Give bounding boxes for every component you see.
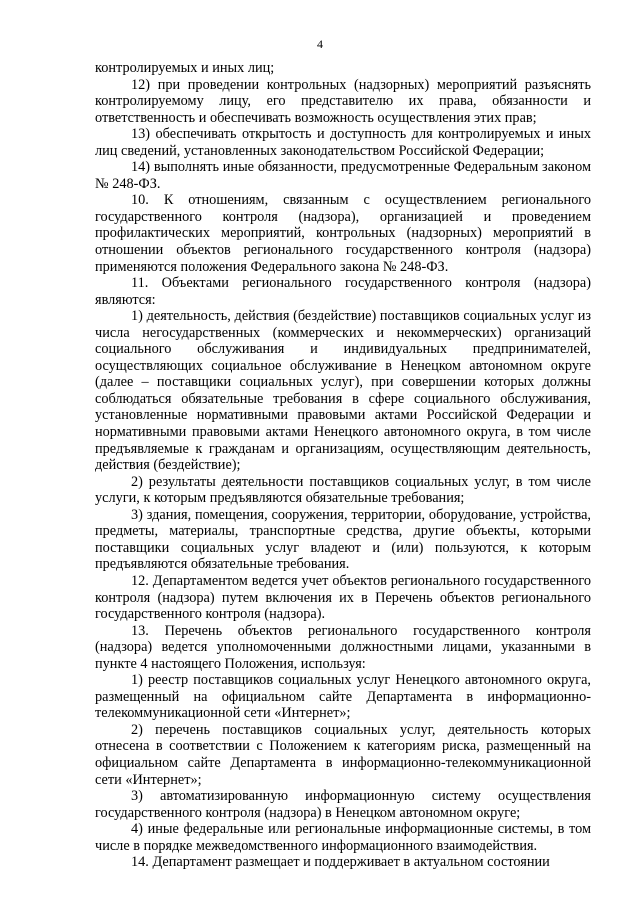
paragraph: 14) выполнять иные обязанности, предусмотренные Федеральным законом № 248-ФЗ.: [95, 159, 591, 192]
paragraph: 12) при проведении контрольных (надзорных) мероприятий разъяснять контролируемому лицу, его представителю их права, обязанности и ответственность и обеспечивать возможность осуществления этих прав;: [95, 76, 591, 126]
paragraph: контролируемых и иных лиц;: [95, 60, 275, 76]
document-body: [95, 60, 591, 871]
paragraph: 3) автоматизированную информационную систему осуществления государственного контроля (надзора) в Ненецком автономном округе;: [95, 788, 591, 821]
paragraph: 13) обеспечивать открытость и доступность для контролируемых и иных лиц сведений, установленных законодательством Российской Федерации;: [95, 126, 591, 159]
paragraph: 14. Департамент размещает и поддерживает в актуальном состоянии: [131, 854, 550, 871]
paragraph: 1) деятельность, действия (бездействие) поставщиков социальных услуг из числа негосударственных (коммерческих и некоммерческих) организаций социального обслуживания и индивидуальных предпринимателей, осуществляющих социальное обслуживание в Ненецком автономном округе (далее – поставщики социальных услуг), при совершении которых должны соблюдаться обязательные требования в сфере социального обслуживания, установленные нормативными правовыми актами Российской Федерации и нормативными правовыми актами Ненецкого автономного округа, в том числе предъявляемые к гражданам и организациям, осуществляющим деятельность, действия (бездействие);: [95, 308, 591, 474]
paragraph: 10. К отношениям, связанным с осуществлением регионального государственного контроля (надзора), организацией и проведением профилактических мероприятий, контрольных (надзорных) мероприятий в отношении объектов регионального государственного контроля (надзора) применяются положения Федерального закона № 248-ФЗ.: [95, 192, 591, 275]
paragraph: 2) результаты деятельности поставщиков социальных услуг, в том числе услуги, к которым предъявляются обязательные требования;: [95, 473, 591, 507]
page-number: 4: [317, 37, 323, 51]
paragraph: 13. Перечень объектов регионального государственного контроля (надзора) ведется уполномоченными должностными лицами, указанными в пункте 4 настоящего Положения, используя:: [95, 622, 591, 672]
paragraph: 11. Объектами регионального государственного контроля (надзора) являются:: [95, 275, 591, 308]
paragraph: 1) реестр поставщиков социальных услуг Ненецкого автономного округа, размещенный на официальном сайте Департамента в информационно-телекоммуникационной сети «Интернет»;: [95, 672, 591, 722]
paragraph: 12. Департаментом ведется учет объектов регионального государственного контроля (надзора) путем включения их в Перечень объектов регионального государственного контроля (надзора).: [95, 572, 591, 623]
paragraph: 4) иные федеральные или региональные информационные системы, в том числе в порядке межведомственного информационного взаимодействия.: [95, 821, 591, 854]
paragraph: 2) перечень поставщиков социальных услуг, деятельность которых отнесена в соответствии с Положением к категориям риска, размещенный на официальном сайте Департамента в информационно-телекоммуникационной сети «Интернет»;: [95, 721, 591, 788]
paragraph: 3) здания, помещения, сооружения, территории, оборудование, устройства, предметы, материалы, транспортные средства, другие объекты, которыми поставщики социальных услуг владеют и (или) пользуются, к которым предъявляются обязательные требования.: [95, 506, 591, 573]
